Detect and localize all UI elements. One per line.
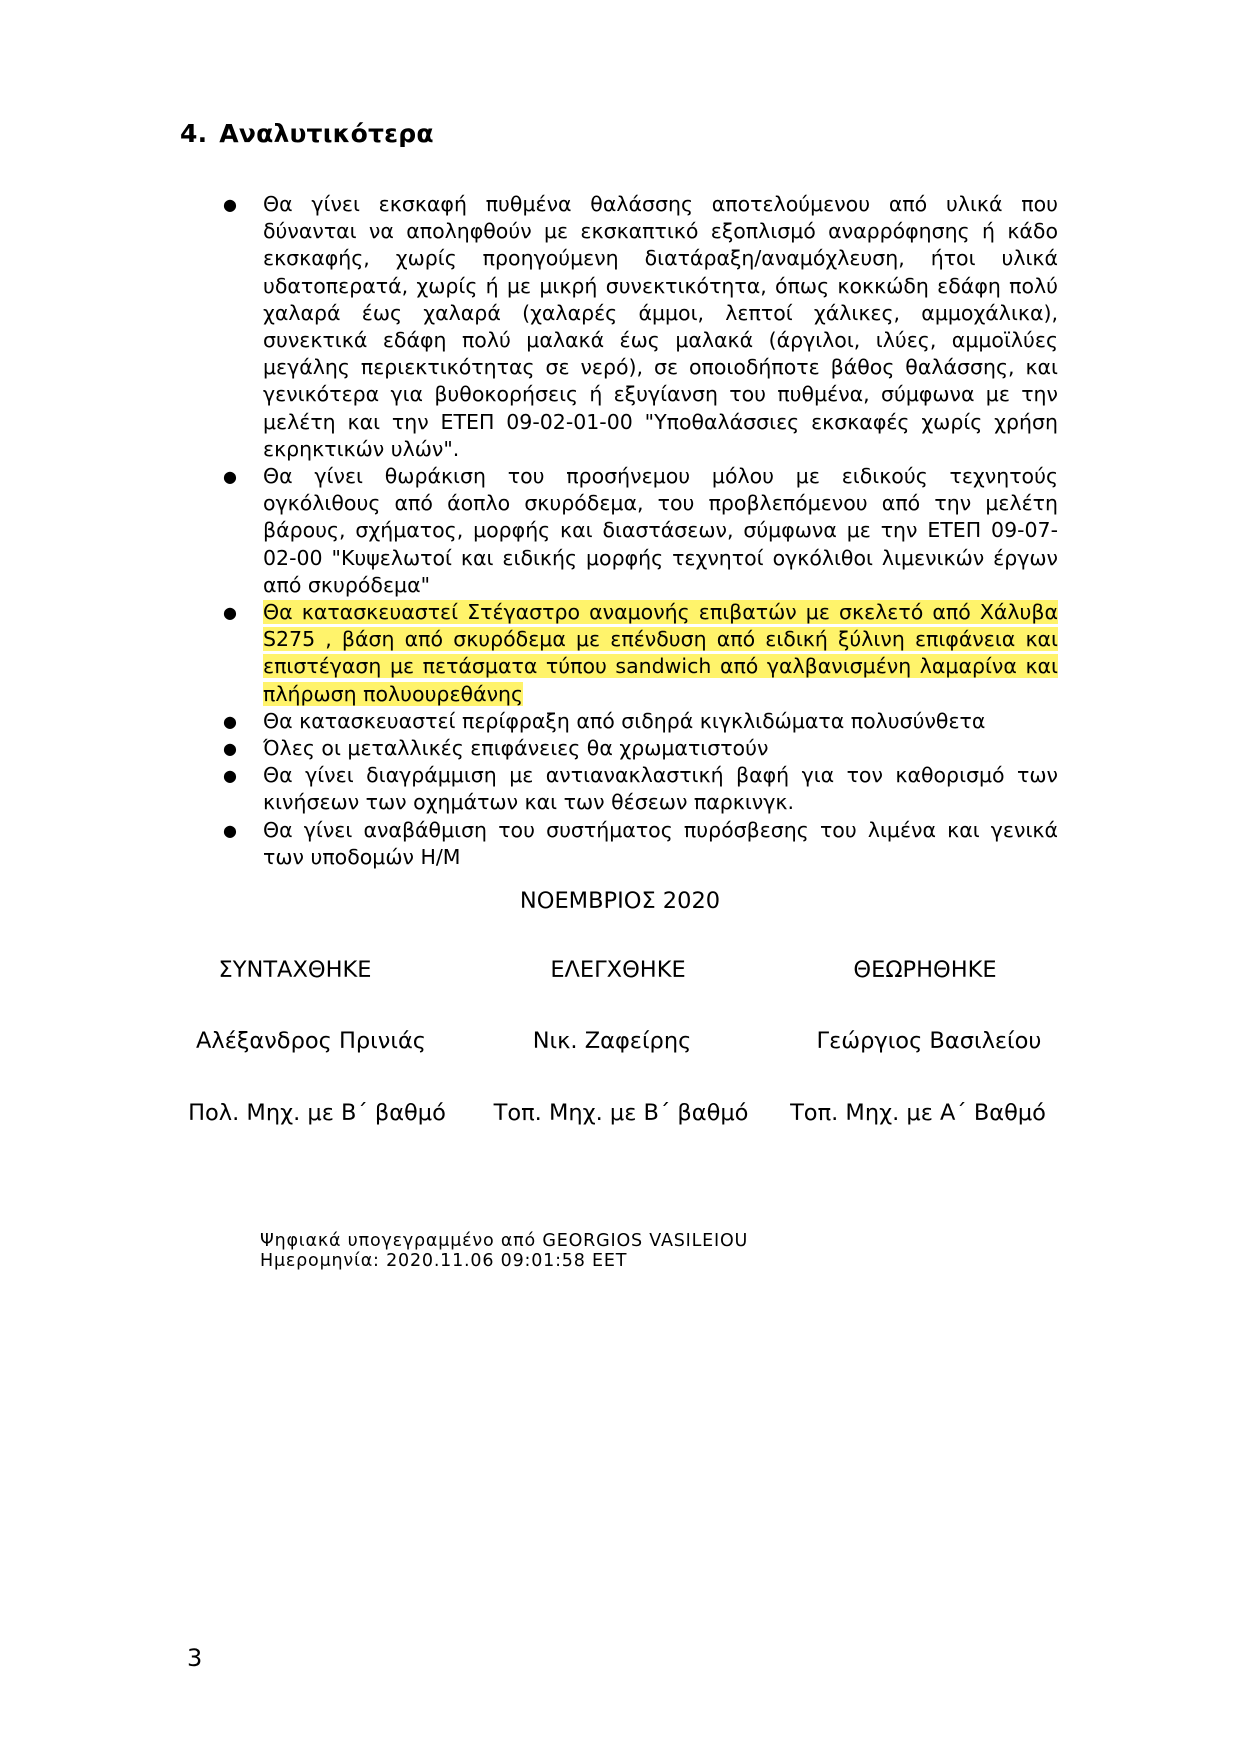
signer-name: Αλέξανδρος Πρινιάς bbox=[195, 1028, 427, 1054]
signer-title: Πολ. Μηχ. με Β΄ βαθμό bbox=[188, 1100, 446, 1126]
signer-name: Γεώργιος Βασιλείου bbox=[816, 1028, 1042, 1054]
bullet-item bbox=[223, 735, 1058, 762]
bullet-text: Θα κατασκευαστεί περίφραξη από σιδηρά κιγκλιδώματα πολυσύνθετα bbox=[263, 708, 986, 733]
bullet-text: Θα γίνει θωράκιση του προσήνεμου μόλου με ειδικούς τεχνητούς ογκόλιθους από άοπλο σκυρόδεμα, του προβλεπόμενου από την μελέτη βάρους, σχήματος, μορφής και διαστάσεων, σύμφωνα με την ΕΤΕΠ 09-07-02-00 "Κυψελωτοί και ειδικής μορφής τεχνητοί ογκόλιθοι λιμενικών έργων από σκυρόδεμα" bbox=[263, 464, 1058, 597]
digital-signature bbox=[260, 1231, 748, 1271]
bullet-text: Θα γίνει εκσκαφή πυθμένα θαλάσσης αποτελούμενου από υλικά που δύνανται να αποληφθούν με εκσκαπτικό εξοπλισμό αναρρόφησης ή κάδο εκσκαφής, χωρίς προηγούμενη διατάραξη/αναμόχλευση, ήτοι υλικά υδατοπερατά, χωρίς ή με μικρή συνεκτικότητα, όπως κοκκώδη εδάφη πολύ χαλαρά έως χαλαρά (χαλαρές άμμοι, λεπτοί χάλικες, αμμοχάλικα), συνεκτικά εδάφη πολύ μαλακά έως μαλακά (άργιλοι, ιλύες, αμμοϊλύες μεγάλης περιεκτικότητας σε νερό), σε οποιοδήποτε βάθος θαλάσσης, και γενικότερα για βυθοκορήσεις ή εξυγίανση του πυθμένα, σύμφωνα με την μελέτη και την ΕΤΕΠ 09-02-01-00 "Υποθαλάσσιες εκσκαφές χωρίς χρήση εκρηκτικών υλών". bbox=[263, 192, 1058, 461]
bullet-icon: ● bbox=[223, 820, 237, 840]
status-approved: ΘΕΩΡΗΘΗΚΕ bbox=[853, 957, 997, 983]
bullet-item bbox=[223, 463, 1058, 599]
bullet-item bbox=[223, 817, 1058, 871]
status-checked: ΕΛΕΓΧΘΗΚΕ bbox=[550, 957, 686, 983]
bullet-item bbox=[223, 191, 1058, 463]
section-number: 4. bbox=[180, 119, 208, 148]
bullet-icon: ● bbox=[223, 603, 237, 623]
bullet-item bbox=[223, 762, 1058, 816]
bullet-text: Θα γίνει αναβάθμιση του συστήματος πυρόσβεσης του λιμένα και γενικά των υποδομών Η/Μ bbox=[263, 817, 1058, 869]
bullet-item bbox=[223, 708, 1058, 735]
bullet-icon: ● bbox=[223, 195, 237, 214]
bullet-icon: ● bbox=[223, 467, 237, 487]
bullet-icon: ● bbox=[223, 711, 237, 731]
bullet-list bbox=[223, 191, 1058, 871]
digital-signature-date: Ημερομηνία: 2020.11.06 09:01:58 EET bbox=[260, 1251, 628, 1271]
bullet-text: Θα γίνει διαγράμμιση με αντιανακλαστική βαφή για τον καθορισμό των κινήσεων των οχημάτων και των θέσεων παρκινγκ. bbox=[263, 763, 1058, 815]
bullet-item bbox=[223, 599, 1058, 708]
bullet-text: Όλες οι μεταλλικές επιφάνειες θα χρωματιστούν bbox=[263, 736, 769, 761]
signer-title: Τοπ. Μηχ. με Α΄ Βαθμό bbox=[790, 1100, 1046, 1126]
digital-signature-signer: Ψηφιακά υπογεγραμμένο από GEORGIOS VASILEIOU bbox=[260, 1231, 749, 1251]
section-title: Αναλυτικότερα bbox=[219, 119, 434, 148]
signer-title: Τοπ. Μηχ. με Β΄ βαθμό bbox=[493, 1100, 749, 1126]
bullet-icon: ● bbox=[223, 766, 237, 786]
bullet-text-highlighted: Θα κατασκευαστεί Στέγαστρο αναμονής επιβατών με σκελετό από Χάλυβα S275 , βάση από σκυρόδεμα με επένδυση από ειδική ξύλινη επιφάνεια και επιστέγαση με πετάσματα τύπου sandwich από γαλβανισμένη λαμαρίνα και πλήρωση πολυουρεθάνης bbox=[263, 600, 1058, 706]
document-date: ΝΟΕΜΒΡΙΟΣ 2020 bbox=[519, 888, 721, 914]
status-compiled: ΣΥΝΤΑΧΘΗΚΕ bbox=[218, 957, 372, 983]
bullet-icon: ● bbox=[223, 739, 237, 759]
signer-name: Νικ. Ζαφείρης bbox=[532, 1028, 692, 1054]
section-heading bbox=[180, 119, 434, 148]
page-number: 3 bbox=[187, 1644, 203, 1672]
